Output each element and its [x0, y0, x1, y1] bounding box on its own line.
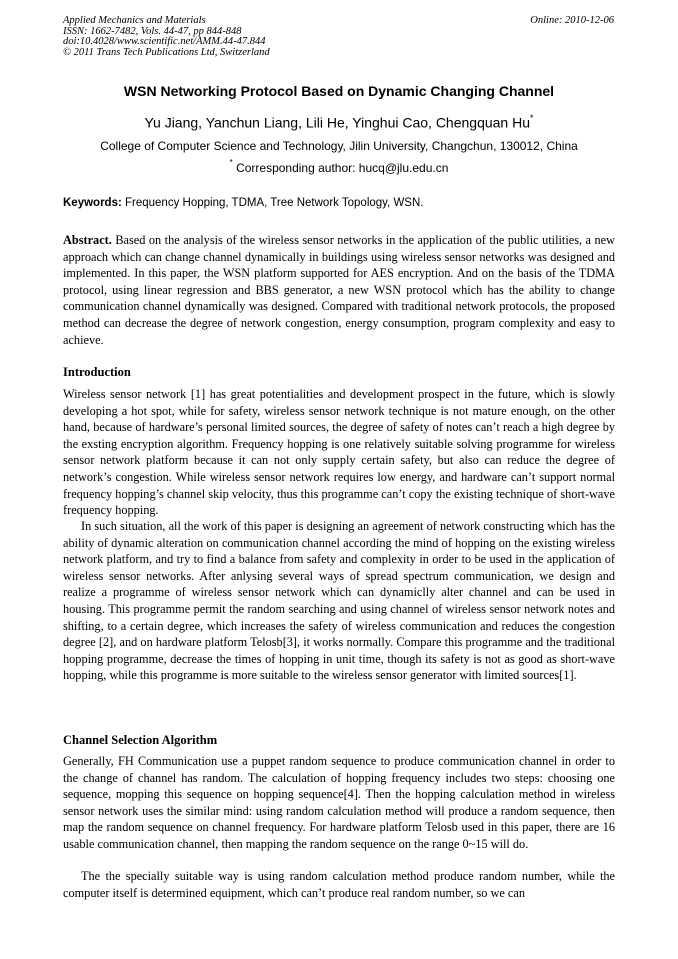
introduction-heading: Introduction [63, 365, 131, 379]
keywords-label: Keywords: [63, 197, 122, 209]
corresponding-email: Corresponding author: hucq@jlu.edu.cn [232, 161, 449, 175]
channel-paragraph-2: The the specially suitable way is using random calculation method produce random number, while the computer itself is determined equipment, which can’t produce real random number, so we can [63, 869, 615, 900]
introduction-paragraph-2: In such situation, all the work of this paper is designing an agreement of network constructing which has the ability of dynamic alteration on communication channel according the mind of hopping on the existing wireless network platform, and try to find a balance from safety and complexity in order to be used in the application of wireless sensor networks. After anlysing several ways of spread spectrum communication, we design and realize a programme of wireless sensor network which can dynamiclly alter channel and can be used in housing. This programme permit the random searching and using channel of wireless sensor network notes and shifting, to a certain degree, which increases the safety of wireless communication and reduces the congestion degree [2], and on hardware platform Telosb[3], it works normally. Compare this programme and the traditional hopping programme, decrease the times of hopping in unit time, though its safety is not as good as short-wave hopping, while this programme is more suitable to the wireless sensor generator with limited sources[1]. [63, 519, 615, 683]
journal-name: Applied Mechanics and Materials [63, 15, 206, 26]
corresponding-author [20, 160, 658, 175]
channel-selection-heading: Channel Selection Algorithm [63, 733, 218, 747]
first-author: Yu Jiang [144, 114, 199, 131]
keywords [63, 197, 615, 209]
abstract-text: Based on the analysis of the wireless sensor networks in the application of the public utilities, a new approach which can change channel dynamically in buildings using wireless sensor networks was designed and implemented. In this paper, the WSN platform supported for AES encryption. And on the basis of the TDMA protocol, using linear regression and BBS generator, a new WSN protocol which has the ability to change communication channel dynamically was designed. Compared with traditional network protocols, the proposed method can decrease the degree of network congestion, energy consumption, program complexity and easy to achieve. [63, 233, 615, 347]
online-date: Online: 2010-12-06 [530, 15, 614, 26]
corresponding-asterisk: * [229, 158, 233, 167]
copyright-line: © 2011 Trans Tech Publications Ltd, Switzerland [63, 46, 270, 58]
abstract-label: Abstract. [63, 233, 112, 247]
corresponding-mark: * [530, 113, 534, 123]
abstract [63, 232, 615, 348]
other-authors: Yanchun Liang, Lili He, Yinghui Cao, Chengquan Hu [205, 114, 531, 131]
paper-title: WSN Networking Protocol Based on Dynamic Changing Channel [123, 83, 555, 99]
doi-line: doi:10.4028/www.scientific.net/AMM.44-47.844 [63, 36, 266, 48]
author-separator: , [198, 114, 206, 131]
issn-line: ISSN: 1662-7482, Vols. 44-47, pp 844-848 [63, 25, 242, 37]
channel-paragraph-1: Generally, FH Communication use a puppet random sequence to produce communication channel in order to the change of channel has random. The calculation of hopping frequency includes two steps: choosing one sequence, mopping this sequence on hopping sequence[4]. Then the hopping calculation method in wireless sensor network uses the similar mind: using random calculation method will produce a random sequence, then map the random sequence on channel frequency. For hardware platform Telosb used in this paper, there are 16 usable communication channel, then mapping the random sequence on the range 0~15 will do. [63, 754, 615, 851]
author-list [20, 114, 658, 131]
affiliation: College of Computer Science and Technology, Jilin University, Changchun, 130012, China [100, 139, 578, 153]
journal-header [63, 16, 483, 58]
keywords-text: Frequency Hopping, TDMA, Tree Network Topology, WSN. [121, 197, 424, 209]
introduction-paragraph-1: Wireless sensor network [1] has great potentialities and development prospect in the future, which is slowly developing a hot spot, while for safety, wireless sensor network technique is not mature enough, on the other hand, because of hardware’s personal limited sources, the degree of safety of notes can’t reach a high degree by the exsting encryption algorithm. Frequency hopping is one relatively suitable solving programme for wireless sensor network platform because it can not only supply certain safety, but also can reduce the degree of network’s congestion. While wireless sensor network requires low energy, and hardware can’t support normal frequency hopping’s channel skip velocity, thus this programme can’t copy the existing technique of short-wave frequency hopping. [63, 387, 615, 518]
